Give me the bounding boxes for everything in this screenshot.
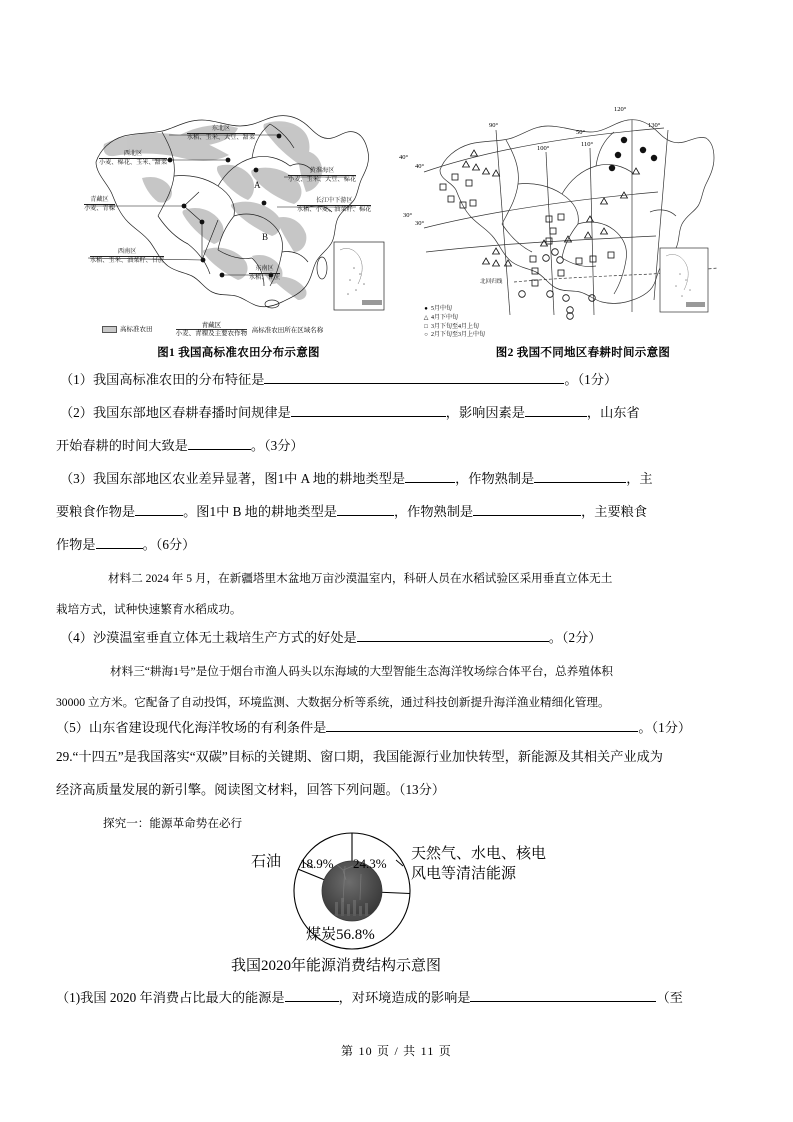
latitude-label-30: 30° xyxy=(403,212,413,219)
figure-2-legend xyxy=(422,305,485,340)
coord-label-40: 40° xyxy=(415,163,425,170)
legend-label: 2月下旬至3月上中旬 xyxy=(431,332,486,339)
question-3-text-c: ，主 xyxy=(626,471,653,486)
legend-region-name: 青藏区 xyxy=(176,322,248,330)
material-3-line-2: 30000 立方米。它配备了自动投饵，环境监测、大数据分析等系统，通过科技创新提升海洋渔业精细化管理。 xyxy=(56,696,610,709)
square-icon: □ xyxy=(424,323,428,330)
region-crops: 小麦、棉花、玉米、甜菜 xyxy=(99,159,168,167)
coord-label-50: 50° xyxy=(576,129,586,136)
triangle-icon: △ xyxy=(423,314,429,321)
question-1-marks: 。（1分） xyxy=(564,372,618,387)
svg-text:B: B xyxy=(262,232,269,242)
question-5-text: （5）山东省建设现代化海洋牧场的有利条件是 xyxy=(56,720,327,735)
question-3-text-d: 要粮食作物是 xyxy=(56,504,136,519)
region-label-xibei xyxy=(99,150,167,167)
question-3-marks: 。（6分） xyxy=(142,537,196,552)
answer-blank[interactable] xyxy=(96,535,143,549)
answer-blank[interactable] xyxy=(135,502,183,516)
filled-circle-icon: ● xyxy=(424,306,428,313)
coord-label-120: 120° xyxy=(614,106,627,113)
region-crops: 水稻、甘蔗 xyxy=(249,274,280,282)
region-name: 东北区 xyxy=(211,125,231,132)
legend-region-crops: 小麦、青稞及主要农作物 xyxy=(175,330,248,338)
legend-item xyxy=(422,305,485,314)
question-1-text: （1）我国高标准农田的分布特征是 xyxy=(60,372,265,387)
question-29-line-1: 29.“十四五”是我国落实“双碳”目标的关键期、窗口期，我国能源行业加快转型，新能源及其相关产业成为 xyxy=(56,749,663,764)
question-2-text-c: ，山东省 xyxy=(586,405,640,420)
question-29-1-text: （1)我国 2020 年消费占比最大的能源是 xyxy=(56,990,285,1005)
answer-blank[interactable] xyxy=(470,988,656,1002)
region-name: 长江中下游区 xyxy=(315,197,353,204)
region-crops: 小麦、青稞 xyxy=(84,205,115,213)
figures-row xyxy=(56,100,746,362)
question-29-line-2: 经济高质量发展的新引擎。阅读图文材料，回答下列问题。（13分） xyxy=(56,782,446,797)
question-3-text-e: 。图1中 B 地的耕地类型是 xyxy=(183,504,337,519)
region-name: 西南区 xyxy=(117,248,137,255)
question-3-text-g: ，主要粮食 xyxy=(581,504,648,519)
region-name: 黄淮海区 xyxy=(309,167,335,174)
region-label-dongbei xyxy=(187,125,255,142)
answer-blank[interactable] xyxy=(326,718,638,732)
question-4-marks: 。（2分） xyxy=(548,630,602,645)
question-3-line-2 xyxy=(56,502,647,518)
question-5-marks: 。（1分） xyxy=(638,720,692,735)
region-label-dongnan xyxy=(249,265,280,282)
material-3-line-1: 材料三“耕海1号”是位于烟台市渔人码头以东海域的大型智能生态海洋牧场综合体平台，总养殖体积 xyxy=(110,665,614,678)
question-3-text: （3）我国东部地区农业差异显著，图1中 A 地的耕地类型是 xyxy=(60,471,406,486)
answer-blank[interactable] xyxy=(473,502,581,516)
legend-item xyxy=(422,323,485,332)
question-2-text: （2）我国东部地区春耕春播时间规律是 xyxy=(60,405,291,420)
region-name: 西北区 xyxy=(123,150,143,157)
region-name: 东南区 xyxy=(255,265,274,272)
answer-blank[interactable] xyxy=(264,370,564,384)
question-3-text-b: ，作物熟制是 xyxy=(455,471,535,486)
region-label-changjiang xyxy=(297,197,371,214)
question-4-text: （4）沙漠温室垂直立体无土栽培生产方式的好处是 xyxy=(60,630,357,645)
legend-swatch-label: 高标准农田 xyxy=(120,326,153,334)
question-2-line-2 xyxy=(56,436,304,452)
question-3-text-h: 作物是 xyxy=(56,537,96,552)
pie-label-clean-percent: 24.3% xyxy=(353,856,387,871)
answer-blank[interactable] xyxy=(285,988,339,1002)
answer-blank[interactable] xyxy=(337,502,394,516)
answer-blank[interactable] xyxy=(357,628,549,642)
answer-blank[interactable] xyxy=(534,469,626,483)
answer-blank[interactable] xyxy=(291,403,446,417)
coord-label-130: 130° xyxy=(648,122,661,129)
latitude-label-40: 40° xyxy=(399,154,409,161)
region-crops: 小麦、玉米、大豆、棉花 xyxy=(288,176,357,184)
legend-label: 3月下旬至4月上旬 xyxy=(431,323,480,330)
coord-label-30: 30° xyxy=(415,220,425,227)
question-29-1-text-c: （至 xyxy=(656,990,683,1005)
tropic-of-cancer-label: 北回归线 xyxy=(480,279,503,285)
coord-label-110: 110° xyxy=(581,141,594,148)
pie-label-oil-percent: 18.9% xyxy=(300,856,334,871)
question-2-text-b: ，影响因素是 xyxy=(445,405,525,420)
answer-blank[interactable] xyxy=(525,403,587,417)
figure-1-high-standard-farmland-map xyxy=(66,100,411,362)
figure-1-legend xyxy=(74,322,419,342)
question-3-line-1 xyxy=(60,469,653,485)
pie-label-coal: 煤炭56.8% xyxy=(306,927,375,943)
pie-label-clean-line1: 天然气、水电、核电 xyxy=(411,846,547,862)
question-2-line-1 xyxy=(60,403,640,419)
legend-item xyxy=(422,331,485,340)
question-5-line xyxy=(56,718,691,734)
answer-blank[interactable] xyxy=(188,436,251,450)
pie-label-clean-line2: 风电等清洁能源 xyxy=(411,866,517,882)
coord-label-100: 100° xyxy=(537,145,550,152)
legend-item xyxy=(422,314,485,323)
answer-blank[interactable] xyxy=(405,469,455,483)
figure-1-caption: 图1 我国高标准农田分布示意图 xyxy=(157,347,320,359)
question-4-line xyxy=(60,628,601,644)
explore-1-heading: 探究一：能源革命势在必行 xyxy=(103,817,243,830)
region-label-xinan xyxy=(90,248,164,265)
region-label-qingzang xyxy=(84,196,115,213)
energy-consumption-pie-chart xyxy=(56,828,746,974)
question-29-1-line xyxy=(56,988,683,1004)
legend-region-desc: 高标准农田所在区域名称 xyxy=(251,327,324,335)
page-footer: 第 10 页 / 共 11 页 xyxy=(341,1044,452,1058)
region-crops: 水稻、小麦、油菜籽、棉花 xyxy=(297,206,372,214)
legend-region-key xyxy=(176,322,248,338)
svg-text:A: A xyxy=(254,180,261,190)
question-3-line-3 xyxy=(56,535,195,551)
region-label-huanghuaihai xyxy=(288,167,356,184)
question-3-text-f: ，作物熟制是 xyxy=(393,504,474,519)
region-crops: 水稻、玉米、大豆、甜菜 xyxy=(187,134,256,142)
legend-label: 4月下中旬 xyxy=(431,314,459,321)
material-2-line-1: 材料二 2024 年 5 月，在新疆塔里木盆地万亩沙漠温室内，科研人员在水稻试验区采用垂直立体无土 xyxy=(108,572,613,585)
question-2-marks: 。（3分） xyxy=(250,438,304,453)
question-2-text-d: 开始春耕的时间大致是 xyxy=(56,438,188,453)
figure-2-spring-plowing-time-map xyxy=(415,100,748,362)
pie-label-oil: 石油 xyxy=(251,854,282,870)
coord-label-90: 90° xyxy=(489,122,499,129)
question-1-line xyxy=(60,370,617,386)
question-29-1-text-b: ，对环境造成的影响是 xyxy=(338,990,471,1005)
legend-label: 5月中旬 xyxy=(431,306,453,313)
material-2-line-2: 栽培方式，试种快速繁育水稻成功。 xyxy=(56,603,242,616)
figure-2-caption: 图2 我国不同地区春耕时间示意图 xyxy=(495,347,671,359)
region-name: 青藏区 xyxy=(90,196,109,203)
chart-title: 我国2020年能源消费结构示意图 xyxy=(230,958,441,974)
region-crops: 水稻、玉米、油菜籽、甘蔗 xyxy=(90,257,165,265)
farmland-swatch-icon xyxy=(102,326,117,333)
open-circle-icon: ○ xyxy=(424,332,428,339)
